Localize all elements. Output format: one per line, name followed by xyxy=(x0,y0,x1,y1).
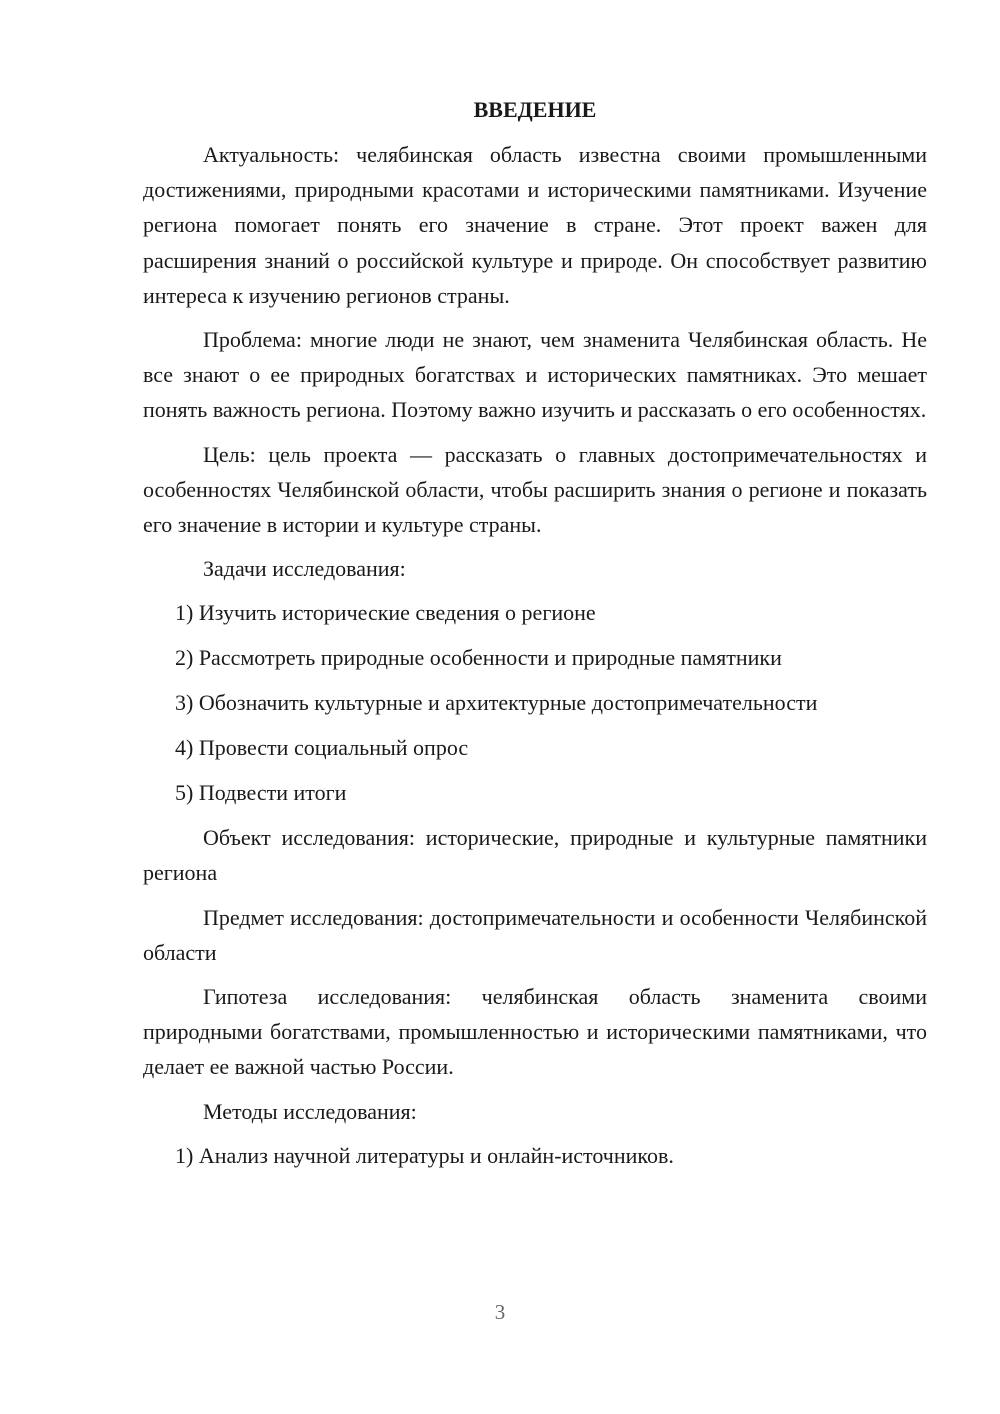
tasks-list xyxy=(143,595,927,811)
task-item: 4) Провести социальный опрос xyxy=(175,735,469,761)
goal-paragraph: Цель: цель проекта — рассказать о главных достопримечательностях и особенностях Челябинской области, чтобы расширить знания о регионе и показать его значение в истории и культуре страны. xyxy=(143,441,927,538)
task-item: 1) Изучить исторические сведения о регионе xyxy=(175,600,596,626)
subject-paragraph: Предмет исследования: достопримечательности и особенности Челябинской области xyxy=(143,904,927,965)
problem-paragraph: Проблема: многие люди не знают, чем знаменита Челябинская область. Не все знают о ее природных богатствах и исторических памятниках. Это мешает понять важность региона. Поэтому важно изучить и рассказать о его особенностях. xyxy=(143,327,927,423)
page-title: ВВЕДЕНИЕ xyxy=(473,97,597,122)
relevance-paragraph: Актуальность: челябинская область известна своими промышленными достижениями, природными красотами и историческими памятниками. Изучение региона помогает понять его значение в стране. Этот проект важен для расширения знаний о российской культуре и природе. Он способствует развитию интереса к изучению регионов страны. xyxy=(143,142,927,308)
task-item: 5) Подвести итоги xyxy=(175,780,347,806)
tasks-heading: Задачи исследования: xyxy=(203,556,406,582)
hypothesis-paragraph: Гипотеза исследования: челябинская область знаменита своими природными богатствами, промышленностью и историческими памятниками, что делает ее важной частью России. xyxy=(143,984,927,1080)
page-number: 3 xyxy=(494,1300,506,1324)
method-item: 1) Анализ научной литературы и онлайн-источников. xyxy=(175,1142,674,1168)
methods-heading: Методы исследования: xyxy=(203,1098,417,1124)
task-item: 3) Обозначить культурные и архитектурные достопримечательности xyxy=(175,690,818,716)
page-content xyxy=(143,92,927,1183)
object-paragraph: Объект исследования: исторические, природные и культурные памятники региона xyxy=(143,825,927,886)
methods-list xyxy=(143,1138,927,1174)
task-item: 2) Рассмотреть природные особенности и природные памятники xyxy=(175,645,782,671)
